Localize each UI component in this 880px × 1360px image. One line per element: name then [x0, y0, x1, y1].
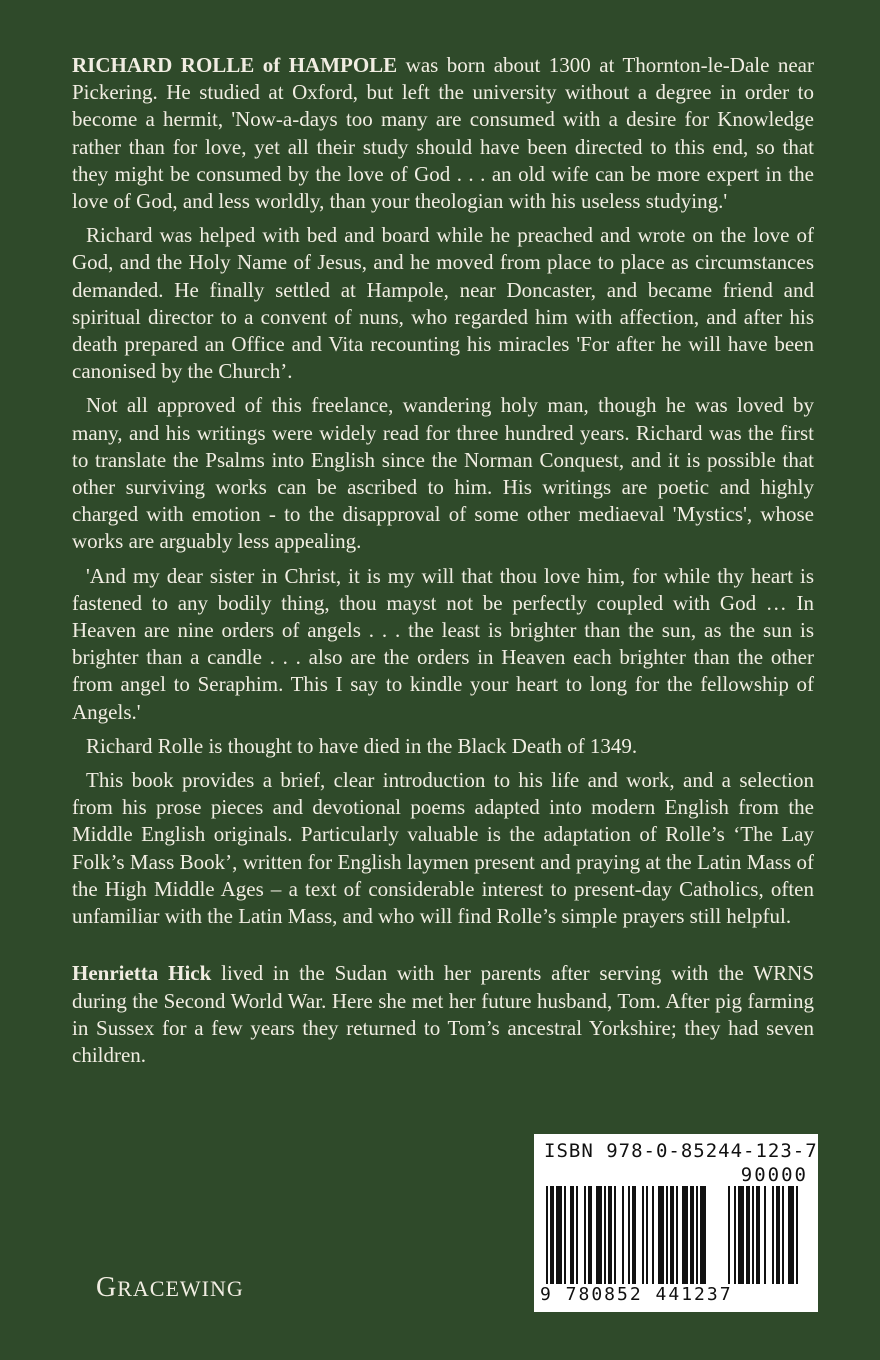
ean-digits: 9 780852 441237: [540, 1284, 733, 1305]
barcode-bar: [550, 1186, 554, 1284]
paragraph-quote: 'And my dear sister in Christ, it is my will that thou love him, for while thy heart is fastened to any bodily thing, thou mayst not be perfectly coupled with God … In Heaven are nine orders of angels . . . the least is brighter than the sun, as the sun is brighter than a candle . . . also are the orders in Heaven each brighter than the other from angel to Seraphim. This I say to kindle your heart to long for the fellowship of Angels.': [72, 563, 814, 724]
barcode-bar: [666, 1186, 668, 1284]
barcode-bar: [604, 1186, 606, 1284]
isbn-barcode: [534, 1134, 818, 1312]
barcode-bar: [746, 1186, 750, 1284]
back-cover-text: [72, 52, 814, 1069]
barcode-bar: [576, 1186, 578, 1284]
publisher-initial: G: [96, 1272, 118, 1303]
author-name: Henrietta Hick: [72, 961, 212, 986]
barcode-bar: [690, 1186, 694, 1284]
isbn-label: ISBN 978-0-85244-123-7: [544, 1140, 818, 1162]
price-code: 90000: [740, 1164, 808, 1186]
paragraph-intro-text: was born about 1300 at Thornton-le-Dale near Pickering. He studied at Oxford, but left the university without a degree in order to become a hermit, 'Now-a-days too many are consumed with a desire for Knowledge rather than for love, yet all their study should have been directed to this end, so that they might be consumed by the love of God . . . an old wife can be more expert in the love of God, and less worldly, than your theologian with his useless studying.': [72, 53, 814, 214]
barcode-bar: [670, 1186, 674, 1284]
barcode-bar: [696, 1186, 698, 1284]
barcode-bar: [772, 1186, 774, 1284]
paragraph-book-summary: This book provides a brief, clear introduction to his life and work, and a selection from his prose pieces and devotional poems adapted into modern English from the Middle English originals. Particularly valuable is the adaptation of Rolle’s ‘The Lay Folk’s Mass Book’, written for English laymen present and praying at the Latin Mass of the High Middle Ages – a text of considerable interest to present-day Catholics, often unfamiliar with the Latin Mass, and who will find Rolle’s simple prayers still helpful.: [72, 768, 814, 929]
barcode-bar: [776, 1186, 780, 1284]
barcode-bar: [642, 1186, 644, 1284]
barcode-bar: [764, 1186, 766, 1284]
barcode-bar: [788, 1186, 794, 1284]
paragraph-preaching: Richard was helped with bed and board while he preached and wrote on the love of God, and the Holy Name of Jesus, and he moved from place to place as circumstances demanded. He finally settled at Hampole, near Doncaster, and became friend and spiritual director to a convent of nuns, who regarded him with affection, and after his death prepared an Office and Vita recounting his miracles 'For after he will have been canonised by the Church’.: [72, 223, 814, 384]
barcode-bar: [588, 1186, 592, 1284]
barcode-bar: [632, 1186, 636, 1284]
barcode-bar: [700, 1186, 706, 1284]
barcode-bar: [734, 1186, 736, 1284]
barcode-bar: [628, 1186, 630, 1284]
barcode-bar: [570, 1186, 574, 1284]
barcode-bar: [782, 1186, 784, 1284]
barcode-bar: [676, 1186, 678, 1284]
barcode-bar: [652, 1186, 654, 1284]
barcode-bar: [728, 1186, 730, 1284]
paragraph-writings: Not all approved of this freelance, wandering holy man, though he was loved by many, and his writings were widely read for three hundred years. Richard was the first to translate the Psalms into English since the Norman Conquest, and it is possible that other surviving works can be ascribed to him. His writings are poetic and highly charged with emotion - to the disapproval of some other mediaeval 'Mystics', whose works are arguably less appealing.: [72, 393, 814, 554]
barcode-bar: [614, 1186, 616, 1284]
barcode-bar: [622, 1186, 624, 1284]
barcode-bar: [546, 1186, 548, 1284]
barcode-bar: [738, 1186, 744, 1284]
publisher-rest: RACEWING: [117, 1276, 244, 1301]
author-bio-text: lived in the Sudan with her parents after serving with the WRNS during the Second World War. Here she met her future husband, Tom. After pig farming in Sussex for a few years they returned to Tom’s ancestral Yorkshire; they had seven children.: [72, 961, 814, 1067]
author-bio: [72, 960, 814, 1069]
publisher-logo: [96, 1272, 244, 1304]
barcode-bar: [646, 1186, 648, 1284]
barcode-bar: [796, 1186, 798, 1284]
barcode-bar: [608, 1186, 612, 1284]
author-subject-name: RICHARD ROLLE of HAMPOLE: [72, 53, 398, 77]
barcode-bar: [682, 1186, 688, 1284]
barcode-bar: [658, 1186, 664, 1284]
barcode-bar: [584, 1186, 586, 1284]
barcode-bar: [556, 1186, 562, 1284]
paragraph-intro: [72, 52, 814, 215]
barcode-bar: [564, 1186, 566, 1284]
barcode-bar: [756, 1186, 760, 1284]
barcode-bar: [596, 1186, 602, 1284]
barcode-bar: [752, 1186, 754, 1284]
paragraph-death: Richard Rolle is thought to have died in the Black Death of 1349.: [86, 733, 638, 758]
barcode-bars: [544, 1186, 808, 1284]
